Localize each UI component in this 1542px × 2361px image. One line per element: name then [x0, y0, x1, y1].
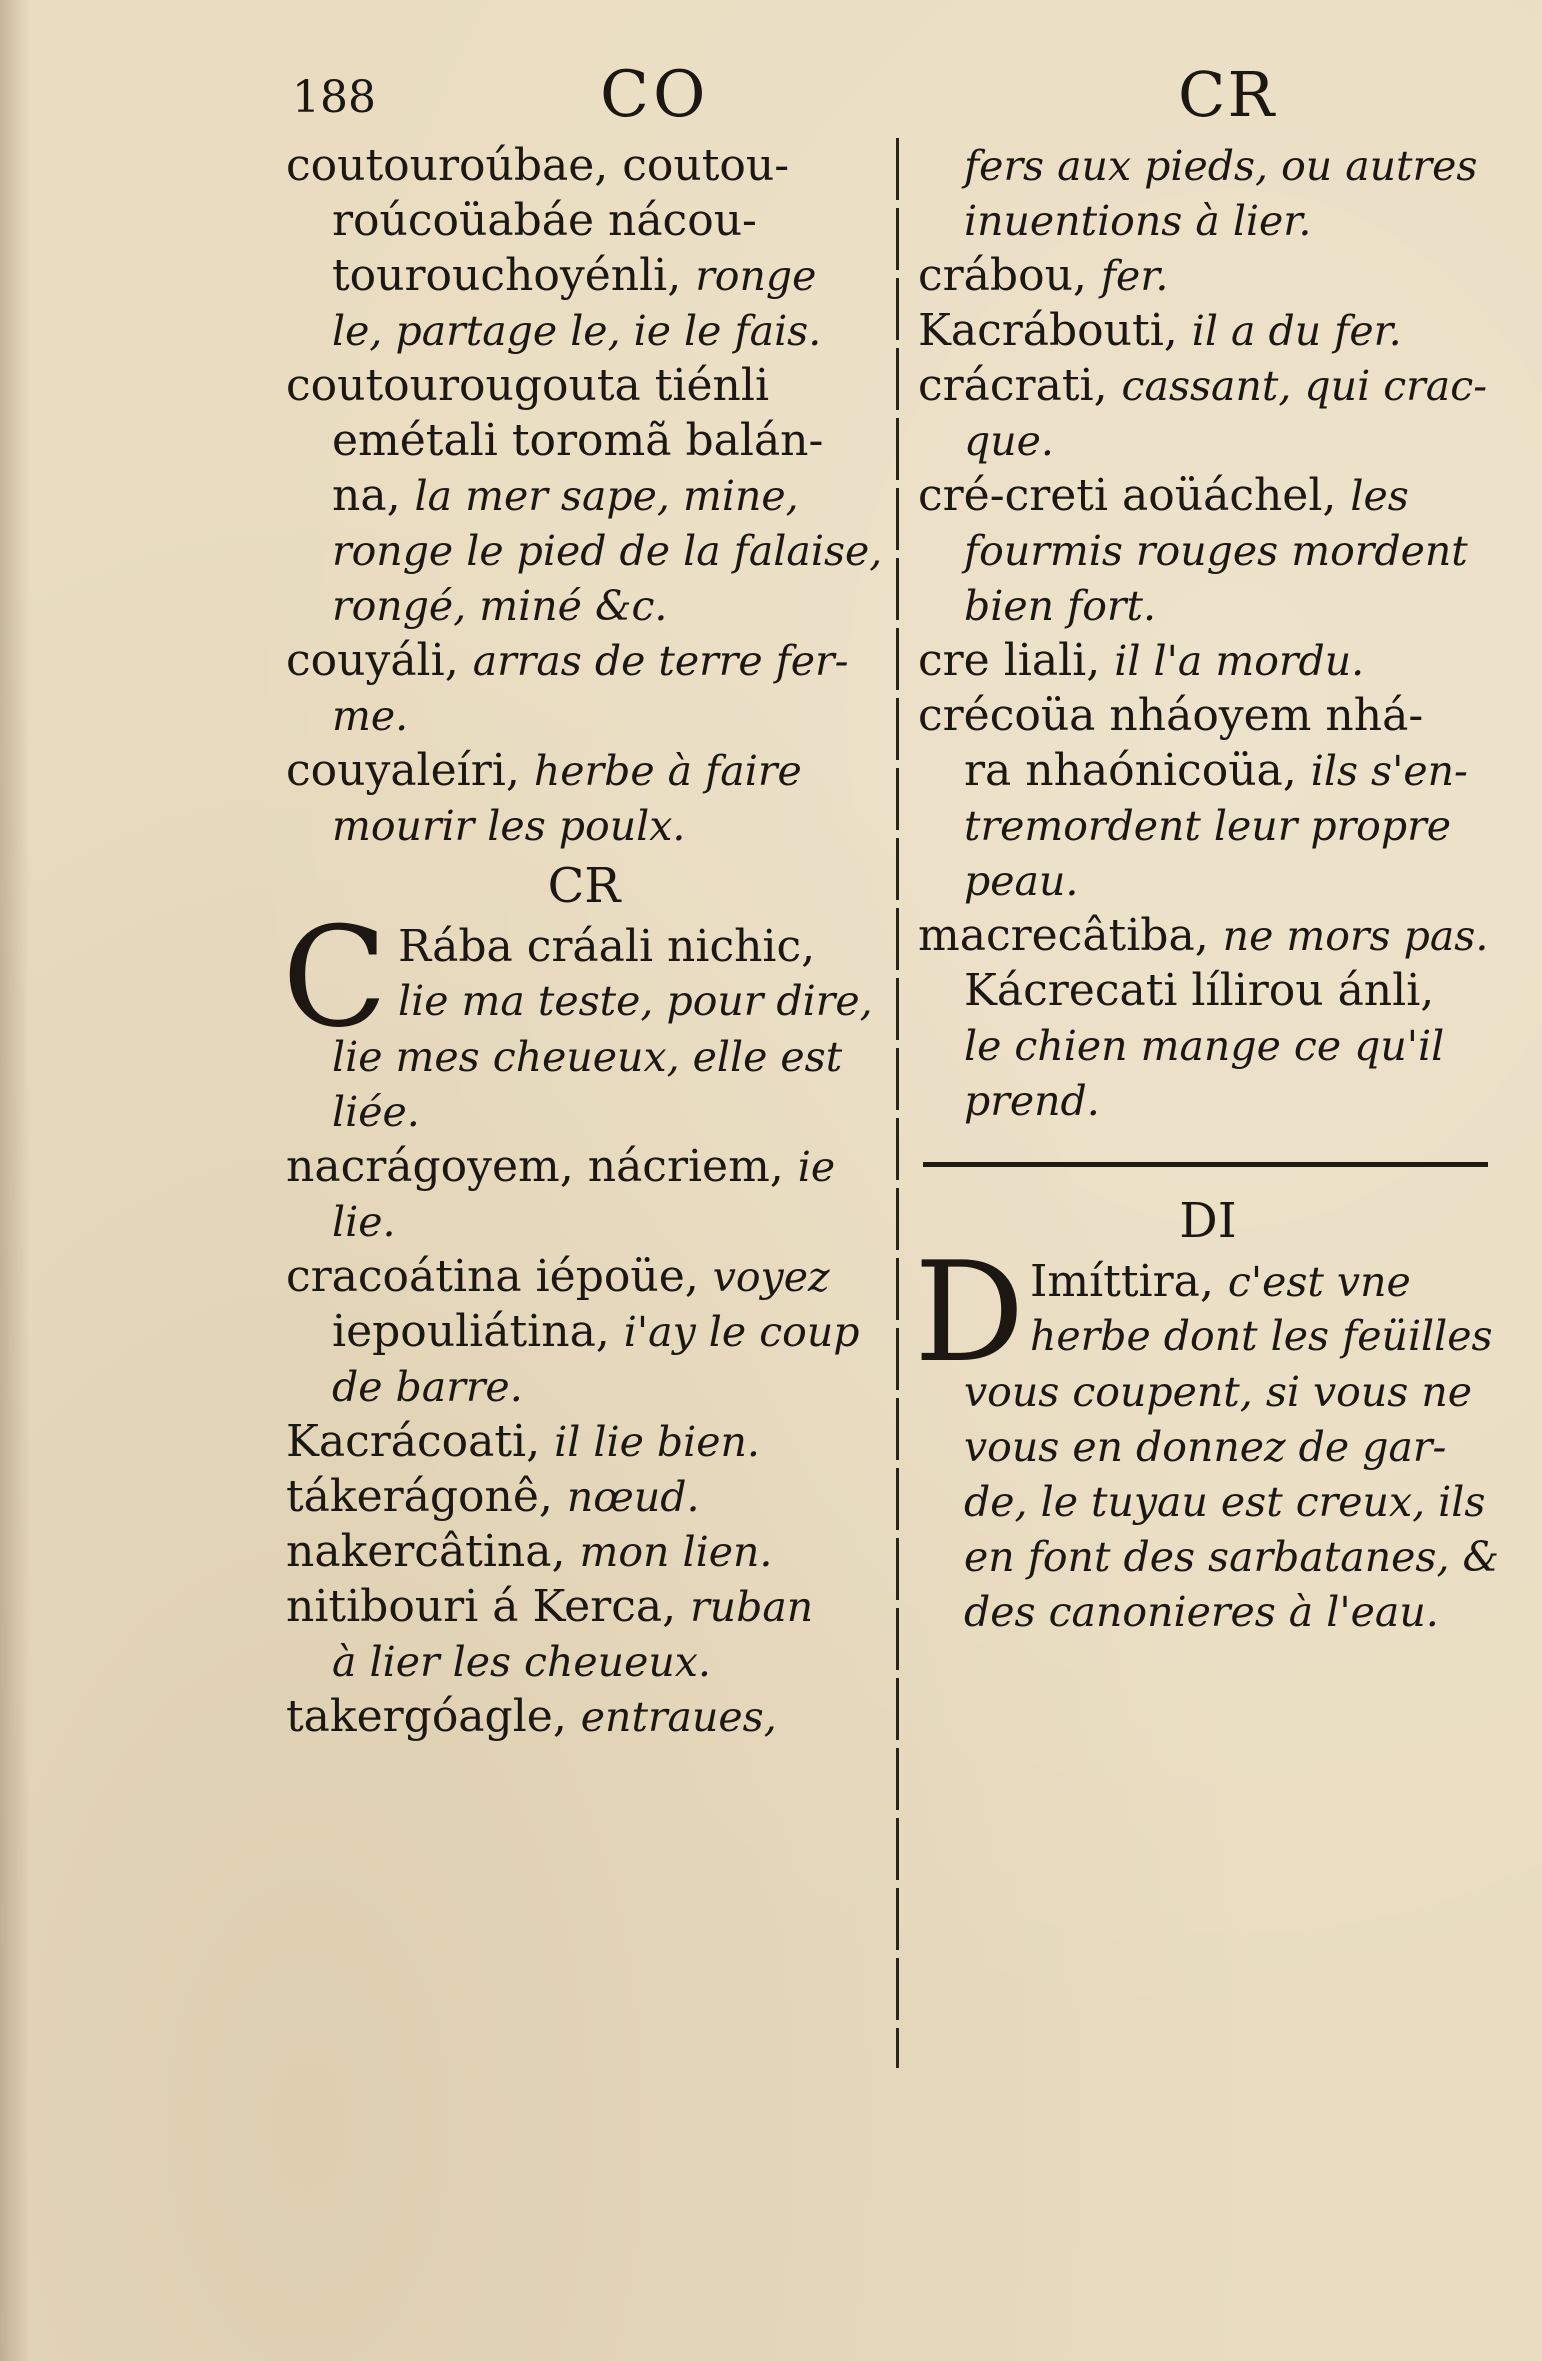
- section-separator-rule: [918, 1128, 1498, 1188]
- entry-line: coutourougouta tiénli: [286, 360, 770, 411]
- entry-line: nitibouri á Kerca, ruban: [286, 1581, 814, 1632]
- entry-line: de, le tuyau est creux, ils: [964, 1478, 1486, 1526]
- entry-line: mourir les poulx.: [332, 802, 686, 850]
- entry-line: vous en donnez de gar-: [964, 1423, 1447, 1471]
- entry-line: Kácrecati lílirou ánli,: [964, 965, 1435, 1016]
- entry-line: le, partage le, ie le fais.: [332, 307, 822, 355]
- entry-line: à lier les cheueux.: [332, 1638, 711, 1686]
- entry-line: couyáli, arras de terre fer-: [286, 635, 849, 686]
- entry-line: vous coupent, si vous ne: [964, 1368, 1473, 1416]
- entry-line: bien fort.: [964, 582, 1157, 630]
- entry-line: roúcoüabáe nácou-: [332, 195, 757, 246]
- entry-line: crécoüa nháoyem nhá-: [918, 690, 1424, 741]
- entry-line: nakercâtina, mon lien.: [286, 1526, 773, 1577]
- section-heading-di: DI: [1179, 1193, 1237, 1249]
- entry-line: cracoátina iépoüe, voyez: [286, 1251, 830, 1302]
- section-heading-cr: CR: [547, 858, 621, 914]
- entry-line: Rába cráali nichic,: [398, 921, 816, 972]
- entry-line: crácrati, cassant, qui crac-: [918, 360, 1488, 411]
- dropcap-letter: D: [914, 1232, 1025, 1393]
- entry-line: des canonieres à l'eau.: [964, 1588, 1439, 1636]
- entry-line: fers aux pieds, ou autres: [964, 142, 1478, 190]
- entry-line: de barre.: [332, 1363, 523, 1411]
- entry-line: tourouchoyénli, ronge: [332, 250, 817, 301]
- entry-line: coutouroúbae, coutou-: [286, 140, 790, 191]
- entry-line: na, la mer sape, mine,: [332, 470, 799, 521]
- entry-line: que.: [964, 417, 1054, 465]
- entry-line: macrecâtiba, ne mors pas.: [918, 910, 1489, 961]
- entry-line: couyaleíri, herbe à faire: [286, 745, 802, 796]
- entry-line: liée.: [332, 1088, 420, 1136]
- entry-line: iepouliátina, i'ay le coup: [332, 1306, 860, 1357]
- entry-line: peau.: [964, 857, 1079, 905]
- entry-line: rongé, miné &c.: [332, 582, 668, 630]
- entry-line: Kacrábouti, il a du fer.: [918, 305, 1402, 356]
- entry-line: crábou, fer.: [918, 250, 1169, 301]
- entry-line: tákerágonê, nœud.: [286, 1471, 700, 1522]
- entry-line: lie.: [332, 1198, 396, 1246]
- entry-line: cré-creti aoüáchel, les: [918, 470, 1409, 521]
- dropcap-letter: C: [282, 897, 388, 1058]
- entry-line: herbe dont les feüilles: [1030, 1312, 1493, 1360]
- entry-line: takergóagle, entraues,: [286, 1691, 777, 1742]
- entry-line: lie ma teste, pour dire,: [398, 977, 873, 1025]
- entry-line: ronge le pied de la falaise,: [332, 527, 883, 575]
- left-column: [282, 138, 883, 1744]
- entry-line: le chien mange ce qu'il: [964, 1022, 1445, 1070]
- running-head-right: CR: [1178, 58, 1277, 131]
- entry-line: fourmis rouges mordent: [964, 527, 1468, 575]
- entry-line: cre liali, il l'a mordu.: [918, 635, 1365, 686]
- entry-line: Kacrácoati, il lie bien.: [286, 1416, 760, 1467]
- entry-line: emétali toromã balán-: [332, 415, 824, 466]
- entry-line: en font des sarbatanes, &: [964, 1533, 1500, 1581]
- page-number: 188: [292, 72, 376, 123]
- running-header: [0, 58, 1542, 138]
- page-edge-shadow: [0, 0, 30, 2361]
- entry-line: prend.: [964, 1077, 1100, 1125]
- entry-line: lie mes cheueux, elle est: [332, 1033, 843, 1081]
- entry-line: ra nhaónicoüa, ils s'en-: [964, 745, 1468, 796]
- entry-line: me.: [332, 692, 409, 740]
- right-column: [914, 138, 1500, 1639]
- column-divider-rule: [896, 138, 899, 2068]
- entry-line: Imíttira, c'est vne: [1030, 1256, 1411, 1307]
- running-head-left: CO: [600, 58, 710, 132]
- entry-line: inuentions à lier.: [964, 197, 1312, 245]
- entry-line: nacrágoyem, nácriem, ie: [286, 1141, 836, 1192]
- entry-line: tremordent leur propre: [964, 802, 1451, 850]
